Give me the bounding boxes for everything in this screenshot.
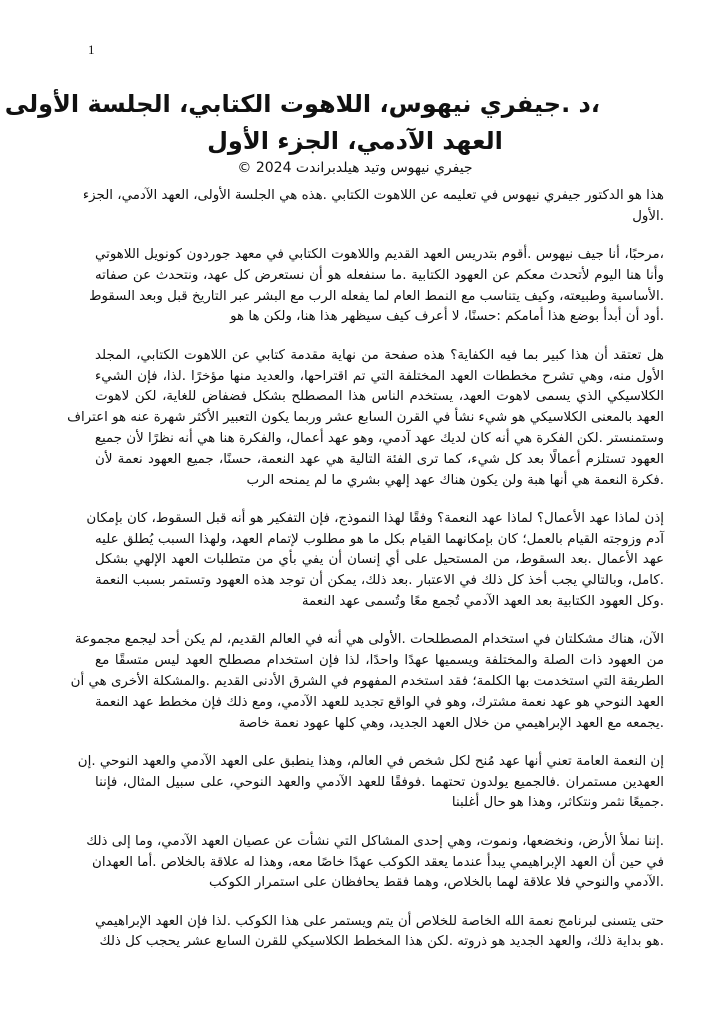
paragraph-line: وأنا هنا اليوم لأتحدث معكم عن العهود الكتابية .ما سنفعله هو أن نستعرض كل عهد، ونتحدث عن صفاته [95, 267, 664, 283]
paragraph-line: من العهود ذات الصلة والمختلفة ويسميها عهدًا واحدًا، لذا فإن استخدام مصطلح العهد ليس متسقًا مع [95, 653, 664, 669]
document-header [4, 86, 600, 178]
paragraph [67, 346, 664, 492]
paragraph-line: .أود أن أبدأ بوضع هذا أمامكم :حسنًا، لا أعرف كيف سيظهر هذا هنا، ولكن ها هو [230, 309, 664, 325]
paragraph-line: العهد النوحي هو عهد نعمة مشترك، وهو في الواقع تجديد للعهد الآدمي، ومع ذلك فإن مخطط عهد النعمة [95, 694, 664, 710]
page-number: 1 [88, 42, 95, 57]
paragraph-line: الآن، هناك مشكلتان في استخدام المصطلحات .الأولى هي أنه في العالم القديم، لم يكن أحد ليجمع مجموعة [74, 632, 664, 648]
document-body [67, 186, 664, 971]
paragraph-line: حتى يتسنى لبرنامج نعمة الله الخاصة للخلاص أن يتم ويستمر على هذا الكوكب .لذا فإن العهد الإبراهيمي [95, 913, 664, 929]
paragraph-line: .كامل، وبالتالي يجب أخذ كل ذلك في الاعتبار .بعد ذلك، يمكن أن توجد هذه العهود وتستمر بسبب النعمة [95, 573, 664, 589]
paragraph [70, 630, 664, 734]
paragraph-line: عهد الأعمال .بعد السقوط، من المستحيل على أي إنسان أن يفي بأي من متطلبات العهد الإلهي بشكل [95, 552, 664, 568]
paragraph-line: .الآدمي والنوحي فلا علاقة لهما بالخلاص، وهما فقط يحافظان على استمرار الكوكب [209, 875, 664, 891]
paragraph-line: .الأول [632, 208, 664, 224]
paragraph-line: .يجمعه مع العهد الإبراهيمي من خلال العهد الجديد، وهي كلها عهود نعمة خاصة [238, 715, 664, 731]
paragraph-line: آدم وزوجته القيام بالعمل؛ كان بإمكانهما القيام بكل ما هو مطلوب لإتمام العهد، ولهذا السبب يُطلق عليه [95, 531, 664, 547]
paragraph [77, 752, 664, 814]
paragraph-line: الأول منه، وهي تشرح مخططات العهد المختلفة التي تم اقتراحها، والعديد منها مؤخرًا .لذا، فإن الشيء [95, 368, 664, 384]
copyright-line: جيفري نيهوس وتيد هيلدبراندت 2024 © [237, 160, 473, 176]
paragraph-line: .هو بداية ذلك، والعهد الجديد هو ذروته .لكن هذا المخطط الكلاسيكي للقرن السابع عشر يحجب كل ذلك [99, 934, 664, 950]
paragraph-line: .الأساسية وطبيعته، وكيف يتناسب مع النمط العام لما يفعله الرب مع البشر عبر التاريخ قبل وبعد السقوط [89, 288, 664, 304]
document-title-line-1: ،د .جيفري نيهوس، اللاهوت الكتابي، الجلسة الأولى [4, 90, 600, 118]
paragraph [82, 186, 664, 228]
paragraph-line: .فكرة النعمة هي أنها هبة ولن يكون هناك عهد إلهي بشري ما لم يمنحه الرب [246, 472, 664, 488]
paragraph-line: إذن لماذا عهد الأعمال؟ لماذا عهد النعمة؟ وفقًا لهذا النموذج، فإن التفكير هو أنه قبل السقوط، كان بإمكان [86, 510, 664, 526]
paragraph [86, 509, 664, 613]
paragraph-line: هذا هو الدكتور جيفري نيهوس في تعليمه عن اللاهوت الكتابي .هذه هي الجلسة الأولى، العهد الآدمي، الجزء [82, 188, 664, 203]
paragraph-line: العهدين مستمران .فالجميع يولدون تحتهما .فوفقًا للعهد الآدمي والعهد النوحي، على سبيل المثال، فإننا [95, 774, 664, 790]
paragraph-line: الكلاسيكي الذي يسمى لاهوت العهد، يستخدم الناس هذا المصطلح بشكل فضفاض للغاية، لكن لاهوت [95, 389, 664, 405]
paragraph-line: الطريقة التي استخدمت بها الكلمة؛ فقد استخدم المفهوم في الشرق الأدنى القديم .والمشكلة الأخرى هي أن [70, 673, 664, 689]
paragraph-line: وستمنستر .لكن الفكرة هي أنه كان لديك عهد آدمي، وهو عهد أعمال، والفكرة هنا هي أنه نظرًا لأن جميع [94, 430, 664, 446]
paragraph-line: هل تعتقد أن هذا كبير بما فيه الكفاية؟ هذه صفحة من نهاية مقدمة كتابي عن اللاهوت الكتابي، المجلد [95, 347, 664, 363]
paragraph-line: ،مرحبًا، أنا جيف نيهوس .أقوم بتدريس العهد القديم واللاهوت الكتابي في معهد جوردون كونويل اللاهوتي [95, 247, 664, 263]
paragraph-line: في حين أن العهد الإبراهيمي يبدأ عندما يعقد الكوكب عهدًا خاصًا معه، وهذا له علاقة بالخلاص .أما العهدان [91, 854, 664, 870]
paragraph-line: إن النعمة العامة تعني أنها عهد مُنح لكل شخص في العالم، وهذا ينطبق على العهد الآدمي والعهد النوحي .إن [77, 753, 664, 769]
paragraph [95, 912, 664, 954]
document-title-line-2: العهد الآدمي، الجزء الأول [207, 127, 503, 155]
paragraph-line: .وكل العهود الكتابية بعد العهد الآدمي تُجمع معًا وتُسمى عهد النعمة [301, 594, 664, 610]
paragraph [86, 832, 664, 894]
paragraph [89, 245, 664, 328]
paragraph-line: العهود تستلزم أعمالًا بعد كل شيء، كما ترى الفئة التالية هي عهد النعمة، حسنًا، جميع العهود نعمة لأن [95, 451, 664, 467]
paragraph-line: .إننا نملأ الأرض، ونخضعها، ونموت، وهي إحدى المشاكل التي نشأت عن عصيان العهد الآدمي، وما إلى ذلك [86, 833, 664, 849]
paragraph-line: .جميعًا نثمر ونتكاثر، وهذا هو حال أغلبنا [451, 795, 664, 811]
paragraph-line: العهد بالمعنى الكلاسيكي هو شيء نشأ في القرن السابع عشر وربما يكون التعبير الأكثر شهرة عنه هو اعتراف [67, 410, 664, 426]
